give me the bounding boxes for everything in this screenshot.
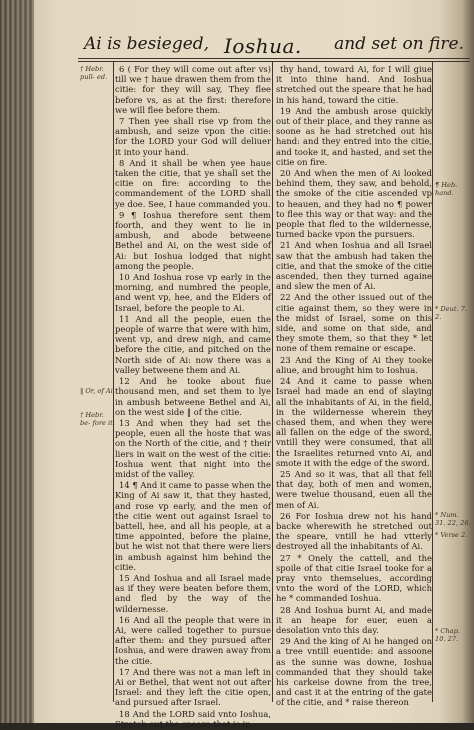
verse: 29 And the king of Ai he hanged on a tree vntill euentide: and assoone as the sunne was downe, Ioshua commanded that they should take his carkeise downe from the tree, and cast it at the entring of the gate of the citie, and * raise thereon bbox=[276, 636, 432, 708]
verse: 26 For Ioshua drew not his hand backe wherewith he stretched out the speare, vntill he had vtterly destroyed all the inhabitants of Ai. bbox=[276, 510, 432, 552]
margin-note: ‖ Or, of Ai. bbox=[80, 387, 115, 395]
verse: 7 Then yee shall rise vp from the ambush, and seize vpon the citie: for the LORD your God will deliuer it into your hand. bbox=[115, 116, 271, 157]
margin-note: * Chap. 10. 27. bbox=[435, 627, 460, 643]
header-right: and set on fire. bbox=[334, 34, 464, 54]
verse: 22 And the other issued out of the citie against them, so they were in the midst of Israel, some on this side, and some on that side, and they smote them, so that they * let none of them remaine or escape. bbox=[276, 292, 432, 354]
verse: 28 And Ioshua burnt Ai, and made it an heape for euer, euen a desolation vnto this day. bbox=[276, 604, 432, 635]
right-column bbox=[276, 64, 432, 709]
verse: 15 And Ioshua and all Israel made as if they were beaten before them, and fled by the way of the wildernesse. bbox=[115, 572, 271, 614]
verse: 23 And the King of Ai they tooke aliue, and brought him to Ioshua. bbox=[276, 354, 432, 375]
column-rule bbox=[432, 62, 433, 702]
margin-note: * Verse 2. bbox=[435, 531, 468, 539]
margin-note: * Num. 31. 22, 26. bbox=[435, 511, 471, 527]
verse: 6 ( For they will come out after vs) till we † haue drawen them from the citie: for they will say, They flee before vs, as at the first: therefore we will flee before them. bbox=[115, 64, 271, 115]
verse: 20 And when the men of Ai looked behind them, they saw, and behold, the smoke of the citie ascended vp to heauen, and they had no ¶ power to flee this way or that way: and the people that fled to the wildernesse, turned backe vpon the pursuers. bbox=[276, 168, 432, 240]
page-edges bbox=[0, 0, 34, 723]
verse: 14 ¶ And it came to passe when the King of Ai saw it, that they hasted, and rose vp early, and the men of the citie went out against Israel to battell, hee, and all his people, at a time appointed, before the plaine, but he wist not that there were liers in ambush against him behind the citie. bbox=[115, 480, 271, 572]
verse: 24 And it came to passe when Israel had made an end of slaying all the inhabitants of Ai, in the field, in the wildernesse wherein they chased them, and when they were all fallen on the edge of the sword, vntill they were consumed, that all the Israelites returned vnto Ai, and smote it with the edge of the sword. bbox=[276, 376, 432, 468]
verse: 19 And the ambush arose quickly out of their place, and they ranne as soone as he had stretched out his hand: and they entred into the citie, and tooke it, and hasted, and set the citie on fire. bbox=[276, 105, 432, 167]
running-header bbox=[84, 34, 464, 58]
verse: 9 ¶ Ioshua therefore sent them foorth, and they went to lie in ambush, and abode betweene Bethel and Ai, on the west side of Ai: but Ioshua lodged that night among the people. bbox=[115, 209, 271, 271]
verse: thy hand, toward Ai, for I will giue it into thine hand. And Ioshua stretched out the speare that he had in his hand, toward the citie. bbox=[276, 64, 432, 105]
verse: 11 And all the people, euen the people of warre that were with him, went vp, and drew nigh, and came before the citie, and pitched on the North side of Ai: now there was a valley betweene them and Ai. bbox=[115, 313, 271, 375]
verse: 25 And so it was, that all that fell that day, both of men and women, were twelue thousand, euen all the men of Ai. bbox=[276, 468, 432, 510]
margin-note: ¶ Heb. hand. bbox=[435, 181, 458, 197]
verse: 10 And Ioshua rose vp early in the morning, and numbred the people, and went vp, hee, and the Elders of Israel, before the people to Ai. bbox=[115, 272, 271, 313]
left-column bbox=[115, 64, 271, 730]
margin-note: † Hebr. pull- ed. bbox=[80, 65, 108, 81]
verse: 8 And it shall be when yee haue taken the citie, that ye shall set the citie on fire: according to the commandement of the LORD shall ye doe. See, I haue commanded you. bbox=[115, 157, 271, 209]
margin-note: † Hebr. be- fore it. bbox=[80, 411, 115, 427]
verse: 18 And the LORD said vnto Ioshua, Stretch out the speare that is in bbox=[115, 708, 271, 729]
verse: 16 And all the people that were in Ai, were called together to pursue after them: and they pursued after Ioshua, and were drawen away from the citie. bbox=[115, 614, 271, 666]
column-rule bbox=[272, 62, 273, 702]
column-rule bbox=[113, 62, 114, 702]
header-title: Ioshua. bbox=[224, 34, 302, 58]
verse: 12 And he tooke about fiue thousand men, and set them to lye in ambush betweene Bethel and Ai, on the west side ‖ of the citie. bbox=[115, 376, 271, 417]
header-left: Ai is besieged, bbox=[84, 34, 210, 54]
verse: 17 And there was not a man left in Ai or Bethel, that went not out after Israel: and they left the citie open, and pursued after Israel. bbox=[115, 666, 271, 708]
verse: 27 * Onely the cattell, and the spoile of that citie Israel tooke for a pray vnto themselues, according vnto the word of the LORD, which he * commanded Ioshua. bbox=[276, 552, 432, 604]
header-rule bbox=[78, 58, 470, 59]
verse: 13 And when they had set the people, euen all the hoste that was on the North of the citie, and † their liers in wait on the west of the citie: Ioshua went that night into the midst of the valley. bbox=[115, 417, 271, 479]
verse: 21 And when Ioshua and all Israel saw that the ambush had taken the citie, and that the smoke of the citie ascended, then they turned againe and slew the men of Ai. bbox=[276, 240, 432, 292]
header-rule bbox=[78, 61, 470, 62]
margin-note: * Deut. 7. 2. bbox=[435, 305, 467, 321]
